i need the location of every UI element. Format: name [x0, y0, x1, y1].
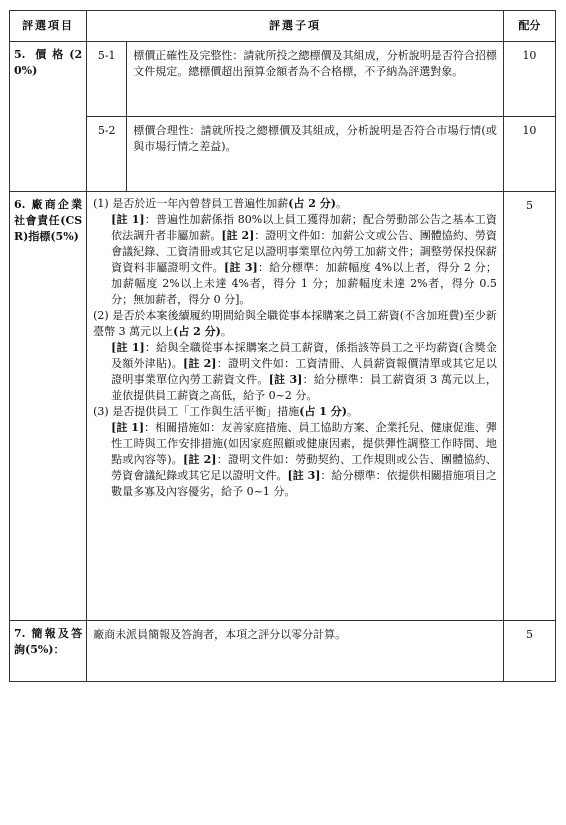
- note-text: ：證明文件如：加薪公文或公告、團體協約、勞資會議紀錄、工資清冊或其它足以證明事業單位內勞工加薪文件；調整勞保投保薪資資料非屬證明文件。: [111, 229, 497, 274]
- csr-question-2-notes: [111, 340, 497, 404]
- note-text: ：給分標準：加薪幅度 4%以上者，得分 2 分；加薪幅度 2%以上未達 4%者，得分 1 分；加薪幅度未達 2%者，得分 0.5 分；無加薪者，得分 0 分]。: [111, 261, 497, 306]
- subitem-score: [503, 117, 555, 192]
- category-csr-label: 6. 廠商企業社會責任(CSR)指標(5%): [14, 198, 83, 243]
- evaluation-table: [9, 10, 556, 682]
- briefing-description-text: 廠商未派員簡報及答詢者，本項之評分以零分計算。: [93, 628, 347, 641]
- subitem-description-text: 標價正確性及完整性：請就所投之總標價及其組成，分析說明是否符合招標文件規定。總標價超出預算金額者為不合格標，不予納為評選對象。: [133, 49, 497, 78]
- subitem-number: [87, 117, 127, 192]
- note-text: ：給分標準：依提供相關措施項目之數量多寡及內容優劣，給予 0~1 分。: [111, 469, 497, 498]
- table-header-row: [10, 11, 556, 42]
- header-subitem-label: 評選子項: [269, 19, 322, 32]
- table-row-csr: [10, 192, 556, 621]
- note-tag: [註 1]: [111, 213, 145, 226]
- category-price: [10, 42, 87, 192]
- question-text: (3) 是否提供員工「工作與生活平衡」措施: [93, 405, 300, 418]
- csr-score: [503, 192, 555, 621]
- csr-question-1: [93, 196, 497, 212]
- briefing-score: [503, 621, 555, 682]
- subitem-score-value: 10: [522, 49, 537, 62]
- header-score: [503, 11, 555, 42]
- note-text: ：相關措施如：友善家庭措施、員工協助方案、企業托兒、健康促進、彈性工時與工作安排措施(如因家庭照顧或健康因素，提供彈性調整工作時間、地點或內容等)。: [111, 421, 497, 466]
- subitem-number-label: 5-2: [97, 124, 116, 137]
- table-row-price-1: [10, 42, 556, 117]
- category-briefing: [10, 621, 87, 682]
- note-tag: [註 1]: [111, 421, 145, 434]
- subitem-description: [127, 42, 504, 117]
- briefing-score-value: 5: [525, 628, 533, 641]
- table-row-price-2: [10, 117, 556, 192]
- csr-question-3: [93, 404, 497, 420]
- note-tag: [註 3]: [223, 261, 258, 274]
- csr-question-2: [93, 308, 497, 340]
- subitem-description: [127, 117, 504, 192]
- note-tag: [註 1]: [111, 341, 145, 354]
- header-score-label: 配分: [518, 19, 541, 32]
- category-csr: [10, 192, 87, 621]
- evaluation-table-page: [9, 10, 556, 682]
- category-price-label: 5. 價格(20%): [14, 48, 83, 77]
- question-end: 。: [346, 405, 358, 418]
- header-subitem: [87, 11, 504, 42]
- question-weight: (占 1 分): [299, 405, 347, 418]
- question-text: (1) 是否於近一年內曾替員工普遍性加薪: [93, 197, 289, 210]
- note-text: ：給與全職從事本採購案之員工薪資，係指該等員工之平均薪資(含獎金及額外津貼)。: [111, 341, 497, 370]
- note-tag: [註 2]: [221, 229, 255, 242]
- question-weight: (占 2 分): [173, 325, 221, 338]
- question-end: 。: [220, 325, 232, 338]
- briefing-description: [87, 621, 504, 682]
- subitem-score: [503, 42, 555, 117]
- question-weight: (占 2 分): [288, 197, 336, 210]
- note-text: ：普遍性加薪係指 80%以上員工獲得加薪；配合勞動部公告之基本工資依法調升者非屬加薪。: [111, 213, 497, 242]
- note-text: ：給分標準：員工薪資須 3 萬元以上，並依提供員工薪資之高低，給予 0~2 分。: [111, 373, 497, 402]
- csr-question-1-notes: [111, 212, 497, 308]
- category-briefing-label: 7. 簡報及答詢(5%)：: [14, 627, 83, 656]
- header-item-label: 評選項目: [22, 19, 75, 32]
- subitem-number-label: 5-1: [97, 49, 116, 62]
- subitem-number: [87, 42, 127, 117]
- header-item: [10, 11, 87, 42]
- csr-criteria: [87, 192, 504, 621]
- question-text: (2) 是否於本案後續履約期間給與全職從事本採購案之員工薪資(不含加班費)至少新臺幣 3 萬元以上: [93, 309, 497, 338]
- note-tag: [註 2]: [182, 357, 217, 370]
- question-end: 。: [335, 197, 347, 210]
- note-tag: [註 2]: [182, 453, 217, 466]
- note-text: ：證明文件如：工資清冊、人員薪資報價清單或其它足以證明事業單位內勞工薪資文件。: [111, 357, 497, 386]
- csr-question-3-notes: [111, 420, 497, 500]
- table-row-briefing: [10, 621, 556, 682]
- note-tag: [註 3]: [287, 469, 321, 482]
- csr-score-value: 5: [525, 199, 533, 212]
- note-tag: [註 3]: [268, 373, 303, 386]
- subitem-score-value: 10: [522, 124, 537, 137]
- subitem-description-text: 標價合理性：請就所投之總標價及其組成，分析說明是否符合市場行情(或與市場行情之差益)。: [133, 124, 497, 153]
- note-text: ：證明文件如：勞動契約、工作規則或公告、團體協約、勞資會議紀錄或其它足以證明文件。: [111, 453, 497, 482]
